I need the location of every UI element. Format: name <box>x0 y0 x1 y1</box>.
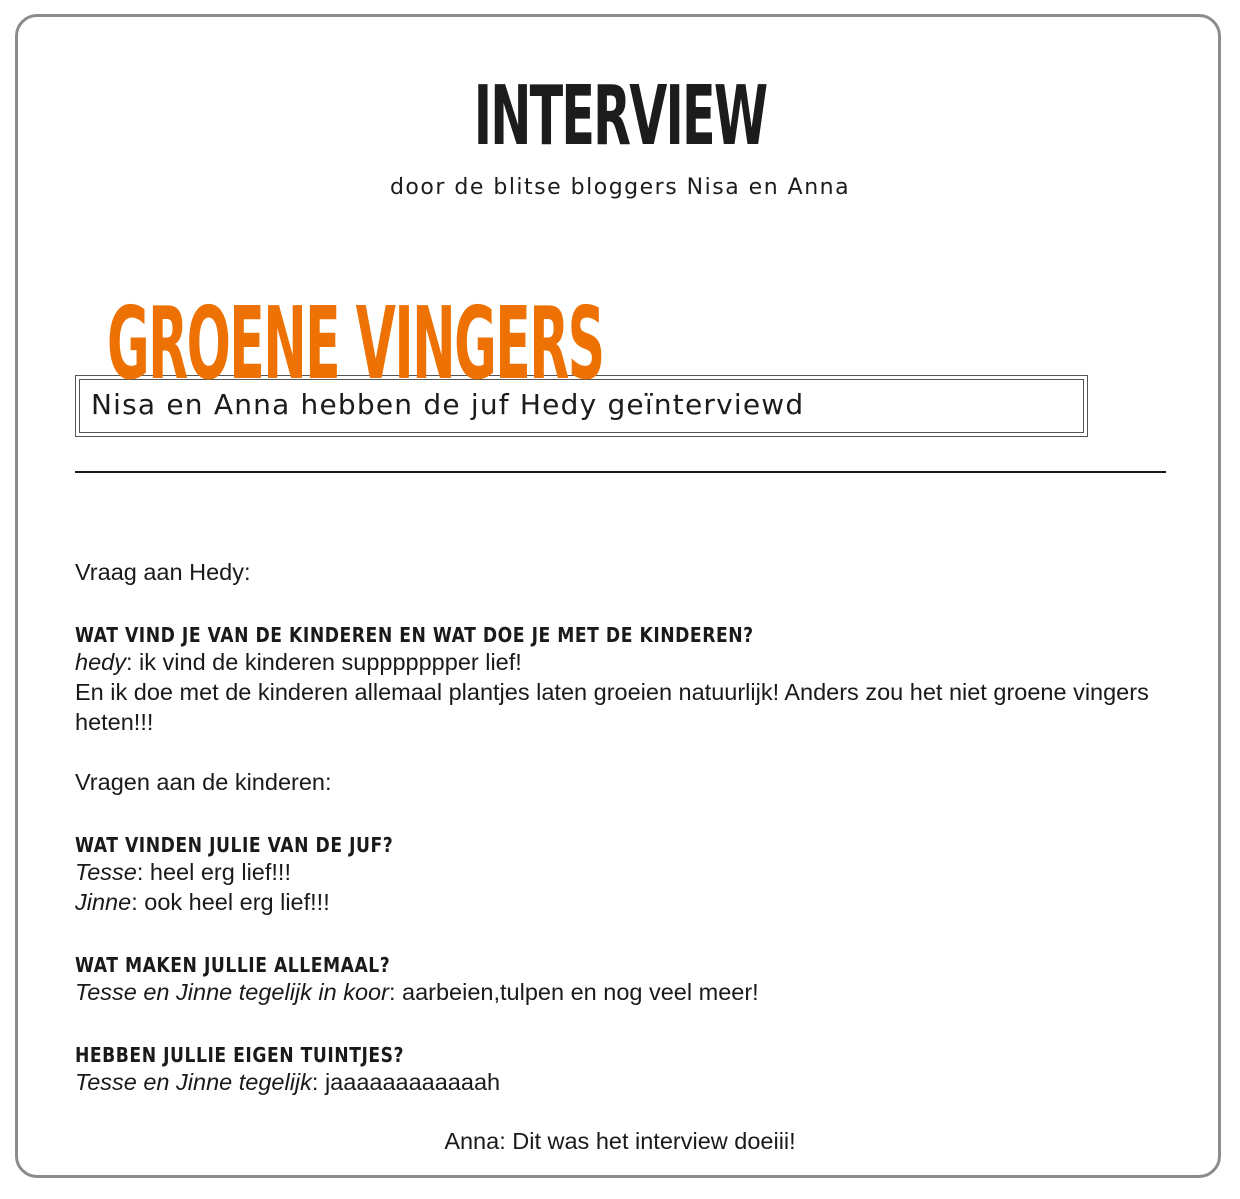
answer-text: : heel erg lief!!! <box>136 859 291 885</box>
answer-text: : ik vind de kinderen suppppppper lief! <box>125 649 522 675</box>
answer-text: : ook heel erg lief!!! <box>131 889 330 915</box>
speaker-name: hedy <box>75 649 126 675</box>
page-title: INTERVIEW <box>473 69 767 164</box>
speaker-name: Tesse en Jinne tegelijk in koor <box>75 979 389 1005</box>
page-subtitle: door de blitse bloggers Nisa en Anna <box>389 175 851 200</box>
answer-text: : aarbeien,tulpen en nog veel meer! <box>388 979 759 1005</box>
answer-4 <box>75 1067 1165 1097</box>
interview-body <box>75 557 1165 1097</box>
intro-children: Vragen aan de kinderen: <box>75 769 332 795</box>
question-4: HEBBEN JULLIE EIGEN TUINTJES? <box>75 1043 405 1067</box>
answer-3 <box>75 977 1165 1007</box>
question-3: WAT MAKEN JULLIE ALLEMAAL? <box>75 953 391 977</box>
answer-2b <box>75 887 1165 917</box>
speaker-name: Jinne <box>75 889 132 915</box>
answer-text: : jaaaaaaaaaaaah <box>311 1069 501 1095</box>
answer-2a <box>75 857 1165 887</box>
intro-teacher: Vraag aan Hedy: <box>75 559 251 585</box>
speaker-name: Tesse <box>75 859 137 885</box>
question-1: WAT VIND JE VAN DE KINDEREN EN WAT DOE JE MET DE KINDEREN? <box>75 623 754 647</box>
intro-text: Nisa en Anna hebben de juf Hedy geïnterviewd <box>91 388 805 421</box>
closing-line: Anna: Dit was het interview doeiii! <box>444 1128 796 1154</box>
answer-1-continued: En ik doe met de kinderen allemaal plantjes laten groeien natuurlijk! Anders zou het niet groene vingers heten!!! <box>75 679 1149 735</box>
divider <box>75 471 1166 473</box>
answer-1 <box>75 647 1165 677</box>
speaker-name: Tesse en Jinne tegelijk <box>75 1069 312 1095</box>
question-2: WAT VINDEN JULIE VAN DE JUF? <box>75 833 394 857</box>
section-title: GROENE VINGERS <box>107 285 604 402</box>
